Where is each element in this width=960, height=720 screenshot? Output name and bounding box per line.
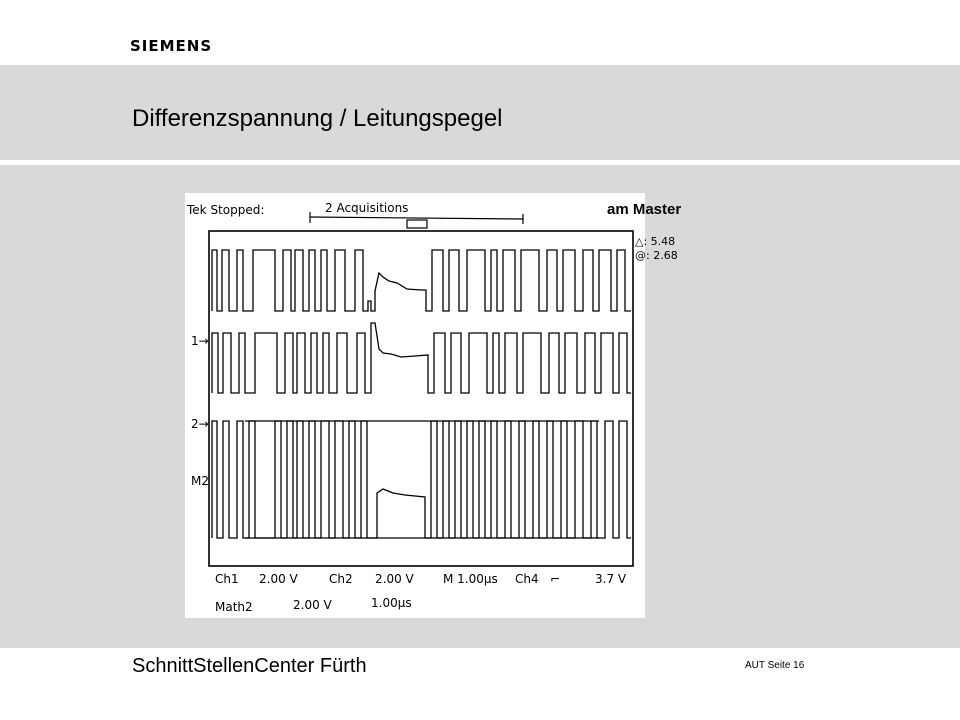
siemens-logo: SIEMENS: [130, 37, 213, 55]
scope-status: Tek Stopped:: [187, 203, 265, 217]
ch2-label: Ch2: [329, 572, 353, 586]
math-marker: M2: [191, 474, 209, 488]
title-band: [0, 65, 960, 160]
ch1-scale: 2.00 V: [259, 572, 298, 586]
acquisitions-label: 2 Acquisitions: [325, 201, 409, 215]
trigger-level: 3.7 V: [595, 572, 627, 586]
trigger-symbol: ⌐: [550, 572, 561, 586]
math-timebase: 1.00µs: [371, 596, 412, 610]
footer-page-number: AUT Seite 16: [745, 660, 805, 671]
footer-company: SchnittStellenCenter Fürth: [132, 655, 367, 677]
ch1-label: Ch1: [215, 572, 239, 586]
math-scale: 2.00 V: [293, 598, 332, 612]
ch1-marker: 1→: [191, 334, 209, 348]
at-readout: @: 2.68: [635, 249, 678, 262]
scope-screen-frame: [209, 231, 633, 566]
math-label: Math2: [215, 600, 253, 614]
oscilloscope-screenshot: [185, 193, 678, 618]
oscilloscope-display: [185, 193, 645, 618]
timebase: M 1.00µs: [443, 572, 498, 586]
page-title: Differenzspannung / Leitungspegel: [132, 105, 503, 132]
delta-readout: △: 5.48: [635, 235, 676, 248]
am-master-annotation: am Master: [607, 201, 682, 218]
trigger-label: Ch4: [515, 572, 539, 586]
ch2-marker: 2→: [191, 417, 209, 431]
ch2-scale: 2.00 V: [375, 572, 414, 586]
